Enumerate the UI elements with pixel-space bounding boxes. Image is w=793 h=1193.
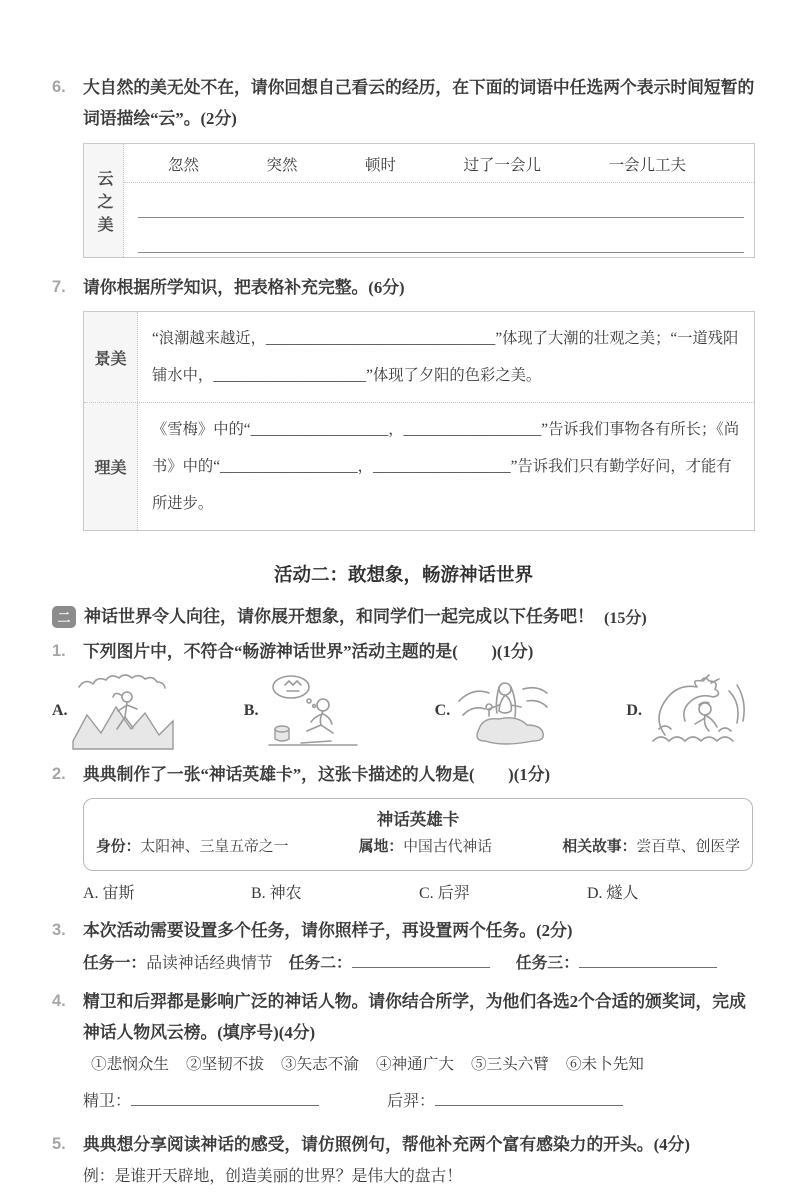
hero-card-title: 神话英雄卡 [376,810,460,829]
option-c-label: C. [434,702,451,719]
question-2 [52,759,755,911]
part-2-line [52,601,755,632]
image-option-b [244,671,366,751]
reason-beauty-label: 理美 [84,403,138,530]
origin-label: 属地： [358,839,404,855]
task-2-blank [352,946,490,968]
scenery-beauty-text: “浪潮越来越近，______________________________”体现了大潮的壮观之美；“一道残阳铺水中，____________________”体现了夕阳的色彩之美。 [152,330,739,384]
option-d-label: D. [626,702,642,719]
part-2-stem: 神话世界令人向往，请你展开想象，和同学们一起完成以下任务吧！ [84,607,594,626]
award-word-5: ⑤三头六臂 [470,1056,549,1073]
question-4-stem: 精卫和后羿都是影响广泛的神话人物。请你结合所学，为他们各选2个合适的颁奖词，完成神话人物风云榜。(填序号)(4分) [83,992,746,1042]
question-5 [52,1129,755,1193]
word-dunshi: 顿时 [364,157,396,174]
award-words-line [83,1048,755,1082]
image-option-d [626,671,749,751]
time-words-row [124,144,754,183]
part-2-badge-icon: 二 [52,606,76,628]
option-b-label: B. [243,702,259,719]
myth-hero-card [83,798,753,871]
question-4 [52,986,755,1121]
reason-beauty-text: 《雪梅》中的“__________________，__________________”告诉我们事物各有所长；《尚书》中的“__________________，__________________”告诉我们只有勤学好问，才能有所进步。 [152,421,740,512]
question-4-number: 4. [52,992,66,1010]
question-3-number: 3. [52,921,66,939]
answer-line-1 [138,183,744,218]
identity-label: 身份： [96,839,141,855]
scenery-beauty-row [84,312,754,402]
word-turan: 突然 [266,157,298,174]
answer-line-2 [138,218,744,253]
question-5-stem: 典典想分享阅读神话的感受，请仿照例句，帮他补充两个富有感染力的开头。(4分) [83,1135,690,1154]
stories-label: 相关故事： [562,839,637,855]
task-1-value: 品读神话经典情节 [146,955,273,972]
task-2-label: 任务二： [288,955,352,972]
origin-value: 中国古代神话 [403,839,492,855]
award-word-3: ③矢志不渝 [280,1056,359,1073]
image-option-c [435,671,558,751]
question-7-number: 7. [52,278,66,296]
myth-illustration-b-tree-stump-icon [261,671,365,751]
choice-d-suiren: D. 燧人 [587,885,639,902]
image-option-a [52,671,175,751]
example-sentence: 例：是谁开天辟地，创造美丽的世界？是伟大的盘古！ [83,1168,463,1185]
choice-c-houyi: C. 后羿 [419,885,470,902]
activity-2-heading: 活动二：敢想象，畅游神话世界 [273,566,533,586]
award-word-4: ④神通广大 [375,1056,454,1073]
question-3 [52,915,755,982]
question-1-stem: 下列图片中，不符合“畅游神话世界”活动主题的是( )(1分) [83,642,534,661]
choice-a-zeus: A. 宙斯 [83,885,135,902]
question-5-number: 5. [52,1135,66,1153]
houyi-blank [435,1082,623,1106]
question-6 [52,72,755,272]
stories-value: 尝百草、创医学 [636,839,740,855]
jingwei-blank [131,1082,319,1106]
option-a-label: A. [52,702,68,719]
word-huran: 忽然 [168,157,200,174]
houyi-group [387,1082,623,1121]
award-word-2: ②坚韧不拔 [185,1056,264,1073]
identity-value: 太阳神、三皇五帝之一 [140,839,289,855]
task-3-blank [579,946,717,968]
myth-illustration-c-goddess-molding-icon [453,671,557,751]
question-6-stem: 大自然的美无处不在，请你回想自己看云的经历，在下面的词语中任选两个表示时间短暂的词语描绘“云”。(2分) [83,78,755,128]
answer-writing-area [124,183,754,257]
tasks-line [83,946,755,982]
cloud-beauty-table [83,143,755,258]
word-yihuier-gongfu: 一会儿工夫 [608,157,686,174]
word-guole-yihuier: 过了一会儿 [463,157,541,174]
hero-card-origin-field [359,834,492,860]
award-word-6: ⑥未卜先知 [565,1056,644,1073]
hero-fill-line [83,1082,755,1121]
question-6-number: 6. [52,78,66,96]
question-1-image-options [52,671,755,751]
choice-b-shennong: B. 神农 [251,885,302,902]
task-1-label: 任务一： [83,955,147,972]
task-3-label: 任务三： [515,955,579,972]
myth-illustration-d-dragon-waves-icon [645,671,749,751]
question-3-stem: 本次活动需要设置多个任务，请你照样子，再设置两个任务。(2分) [83,921,573,940]
houyi-label: 后羿： [387,1093,436,1110]
cloud-beauty-row-label: 云之美 [84,144,124,257]
question-2-choices [83,877,755,911]
jingwei-group [83,1082,319,1121]
question-2-stem: 典典制作了一张“神话英雄卡”，这张卡描述的人物是( )(1分) [83,765,551,784]
award-word-1: ①悲悯众生 [91,1056,169,1073]
hero-card-identity-field [96,834,288,860]
jingwei-label: 精卫： [83,1093,132,1110]
question-1 [52,636,755,667]
reason-beauty-row [84,402,754,530]
question-2-number: 2. [52,765,66,783]
part-2-score: (15分) [604,610,647,627]
question-7 [52,272,755,547]
hero-card-stories-field [562,834,740,860]
myth-illustration-a-striding-mountains-icon [71,671,175,751]
question-7-stem: 请你根据所学知识，把表格补充完整。(6分) [83,278,405,297]
scenery-beauty-label: 景美 [84,312,138,402]
question-1-number: 1. [52,642,66,660]
beauty-summary-table [83,311,755,531]
